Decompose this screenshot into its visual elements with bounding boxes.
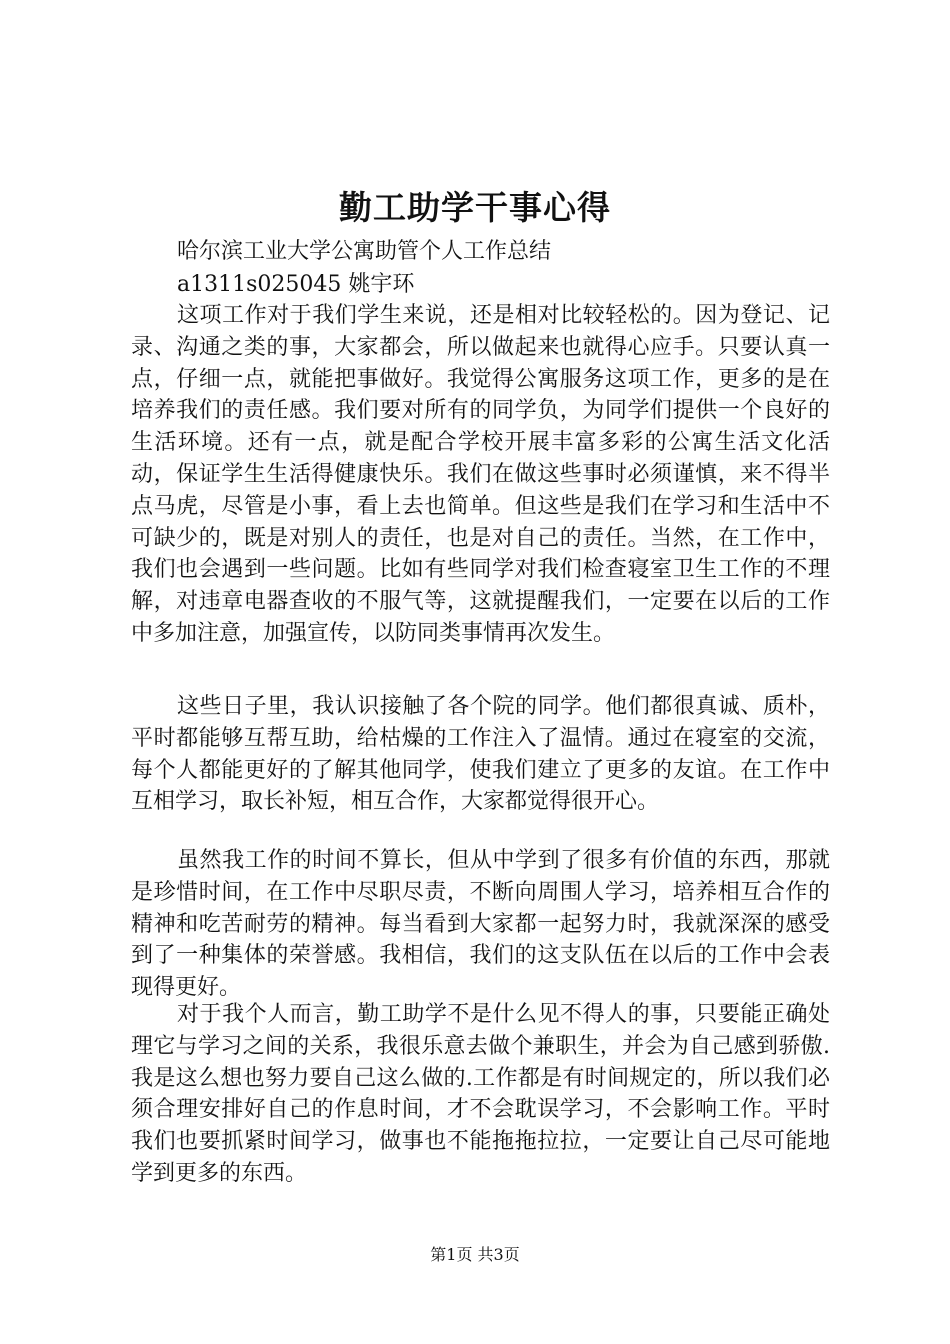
author-line: a1311s025045 姚宇环 — [177, 272, 415, 297]
paragraph-4: 对于我个人而言，勤工助学不是什么见不得人的事，只要能正确处理它与学习之间的关系，我很乐意去做个兼职生，并会为自己感到骄傲.我是这么想也努力要自己这么做的.工作都是有时间规定的，所以我们必须合理安排好自己的作息时间，才不会耽误学习，不会影响工作。平时我们也要抓紧时间学习，做事也不能拖拖拉拉，一定要让自己尽可能地学到更多的东西。 — [131, 1002, 830, 1186]
paragraph-2: 这些日子里，我认识接触了各个院的同学。他们都很真诚、质朴，平时都能够互帮互助，给枯燥的工作注入了温情。通过在寝室的交流，每个人都能更好的了解其他同学，使我们建立了更多的友谊。在工作中互相学习，取长补短，相互合作，大家都觉得很开心。 — [131, 694, 830, 815]
page-footer: 第1页 共3页 — [430, 1245, 520, 1264]
document-subtitle: 哈尔滨工业大学公寓助管个人工作总结 — [177, 239, 552, 264]
document-title: 勤工助学干事心得 — [339, 188, 611, 227]
paragraph-3: 虽然我工作的时间不算长，但从中学到了很多有价值的东西，那就是珍惜时间，在工作中尽职尽责，不断向周围人学习，培养相互合作的精神和吃苦耐劳的精神。每当看到大家都一起努力时，我就深深的感受到了一种集体的荣誉感。我相信，我们的这支队伍在以后的工作中会表现得更好。 — [131, 848, 830, 1001]
paragraph-1: 这项工作对于我们学生来说，还是相对比较轻松的。因为登记、记录、沟通之类的事，大家都会，所以做起来也就得心应手。只要认真一点，仔细一点，就能把事做好。我觉得公寓服务这项工作，更多的是在培养我们的责任感。我们要对所有的同学负，为同学们提供一个良好的生活环境。还有一点，就是配合学校开展丰富多彩的公寓生活文化活动，保证学生生活得健康快乐。我们在做这些事时必须谨慎，来不得半点马虎，尽管是小事，看上去也简单。但这些是我们在学习和生活中不可缺少的，既是对别人的责任，也是对自己的责任。当然，在工作中，我们也会遇到一些问题。比如有些同学对我们检查寝室卫生工作的不理解，对违章电器查收的不服气等，这就提醒我们，一定要在以后的工作中多加注意，加强宣传，以防同类事情再次发生。 — [131, 303, 830, 646]
